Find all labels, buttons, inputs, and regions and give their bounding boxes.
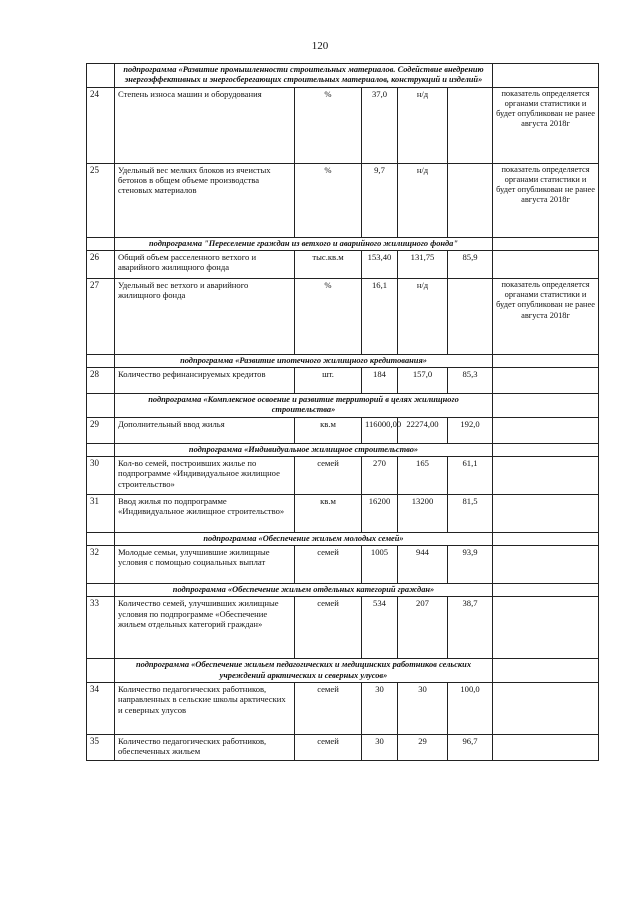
plan-value: 184 (362, 368, 398, 394)
percent-value: 81,5 (448, 494, 493, 532)
unit-cell: кв.м (295, 417, 362, 443)
row-number: 31 (87, 494, 115, 532)
plan-value: 270 (362, 456, 398, 494)
num-cell (87, 237, 115, 250)
section-header-row (87, 354, 599, 367)
unit-cell: семей (295, 734, 362, 760)
section-header-row (87, 394, 599, 418)
indicator-name: Общий объем расселенного ветхого и аварийного жилищного фонда (115, 250, 295, 278)
percent-value: 96,7 (448, 734, 493, 760)
plan-value: 30 (362, 734, 398, 760)
fact-value: 944 (398, 546, 448, 584)
table-row (87, 734, 599, 760)
fact-value: 30 (398, 682, 448, 734)
section-title: подпрограмма «Обеспечение жильем отдельных категорий граждан» (115, 584, 493, 597)
note-cell: показатель определяется органами статистики и будет опубликован не ранее августа 2018г (493, 163, 599, 237)
row-number: 35 (87, 734, 115, 760)
note-cell (493, 682, 599, 734)
fact-value: 157,0 (398, 368, 448, 394)
unit-cell: % (295, 163, 362, 237)
fact-value: н/д (398, 163, 448, 237)
num-cell (87, 532, 115, 545)
indicator-name: Степень износа машин и оборудования (115, 87, 295, 163)
fact-value: 29 (398, 734, 448, 760)
indicator-name: Количество семей, улучшивших жилищные условия по подпрограмме «Обеспечение жильем отдельных категорий граждан» (115, 597, 295, 659)
blank-cell (493, 443, 599, 456)
row-number: 32 (87, 546, 115, 584)
note-cell (493, 494, 599, 532)
num-cell (87, 64, 115, 88)
num-cell (87, 394, 115, 418)
plan-value: 1005 (362, 546, 398, 584)
row-number: 33 (87, 597, 115, 659)
page-number: 120 (311, 40, 329, 52)
table-row (87, 456, 599, 494)
blank-cell (493, 584, 599, 597)
plan-value: 9,7 (362, 163, 398, 237)
plan-value: 16,1 (362, 278, 398, 354)
section-title: подпрограмма «Обеспечение жильем педагогических и медицинских работников сельских учреждений арктических и северных улусов» (115, 659, 493, 683)
fact-value: 13200 (398, 494, 448, 532)
note-cell (493, 368, 599, 394)
row-number: 34 (87, 682, 115, 734)
section-header-row (87, 584, 599, 597)
table-row (87, 494, 599, 532)
row-number: 30 (87, 456, 115, 494)
section-header-row (87, 532, 599, 545)
percent-value: 93,9 (448, 546, 493, 584)
section-header-row (87, 443, 599, 456)
unit-cell: семей (295, 597, 362, 659)
blank-cell (493, 394, 599, 418)
note-cell (493, 597, 599, 659)
row-number: 25 (87, 163, 115, 237)
plan-value: 30 (362, 682, 398, 734)
unit-cell: семей (295, 546, 362, 584)
percent-value (448, 87, 493, 163)
indicator-name: Количество педагогических работников, направленных в сельские школы арктических и северных улусов (115, 682, 295, 734)
blank-cell (493, 532, 599, 545)
percent-value (448, 278, 493, 354)
note-cell (493, 417, 599, 443)
note-cell (493, 546, 599, 584)
indicator-name: Молодые семьи, улучшившие жилищные условия с помощью социальных выплат (115, 546, 295, 584)
section-title: подпрограмма «Обеспечение жильем молодых семей» (115, 532, 493, 545)
row-number: 28 (87, 368, 115, 394)
blank-cell (493, 64, 599, 88)
indicator-name: Количество рефинансируемых кредитов (115, 368, 295, 394)
unit-cell: семей (295, 456, 362, 494)
percent-value (448, 163, 493, 237)
table-row (87, 278, 599, 354)
table-row (87, 368, 599, 394)
section-header-row (87, 237, 599, 250)
num-cell (87, 354, 115, 367)
section-title: подпрограмма «Комплексное освоение и развитие территорий в целях жилищного строительства» (115, 394, 493, 418)
blank-cell (493, 659, 599, 683)
table-row (87, 163, 599, 237)
row-number: 24 (87, 87, 115, 163)
percent-value: 192,0 (448, 417, 493, 443)
table-row (87, 417, 599, 443)
num-cell (87, 659, 115, 683)
row-number: 27 (87, 278, 115, 354)
indicator-name: Количество педагогических работников, обеспеченных жильем (115, 734, 295, 760)
num-cell (87, 443, 115, 456)
unit-cell: % (295, 278, 362, 354)
table-row (87, 87, 599, 163)
blank-cell (493, 354, 599, 367)
indicator-name: Дополнительный ввод жилья (115, 417, 295, 443)
blank-cell (493, 237, 599, 250)
fact-value: н/д (398, 87, 448, 163)
note-cell (493, 456, 599, 494)
indicator-name: Удельный вес мелких блоков из ячеистых бетонов в общем объеме производства стеновых материалов (115, 163, 295, 237)
section-title: подпрограмма «Индивидуальное жилищное строительство» (115, 443, 493, 456)
section-title: подпрограмма «Развитие ипотечного жилищного кредитования» (115, 354, 493, 367)
note-cell (493, 734, 599, 760)
indicator-name: Ввод жилья по подпрограмме «Индивидуальное жилищное строительство» (115, 494, 295, 532)
percent-value: 85,3 (448, 368, 493, 394)
table-row (87, 250, 599, 278)
num-cell (87, 584, 115, 597)
fact-value: 131,75 (398, 250, 448, 278)
table-row (87, 597, 599, 659)
percent-value: 85,9 (448, 250, 493, 278)
table-row (87, 546, 599, 584)
section-title: подпрограмма "Переселение граждан из ветхого и аварийного жилищного фонда" (115, 237, 493, 250)
unit-cell: тыс.кв.м (295, 250, 362, 278)
plan-value: 16200 (362, 494, 398, 532)
table-row (87, 682, 599, 734)
unit-cell: % (295, 87, 362, 163)
percent-value: 38,7 (448, 597, 493, 659)
indicator-name: Удельный вес ветхого и аварийного жилищного фонда (115, 278, 295, 354)
plan-value: 37,0 (362, 87, 398, 163)
section-header-row (87, 64, 599, 88)
note-cell: показатель определяется органами статистики и будет опубликован не ранее августа 2018г (493, 278, 599, 354)
section-title: подпрограмма «Развитие промышленности строительных материалов. Содействие внедрению энергоэффективных и энергосберегающих строительных материалов, конструкций и изделий» (115, 64, 493, 88)
fact-value: н/д (398, 278, 448, 354)
plan-value: 116000,00 (362, 417, 398, 443)
plan-value: 534 (362, 597, 398, 659)
indicator-name: Кол-во семей, построивших жилье по подпрограмме «Индивидуальное жилищное строительство» (115, 456, 295, 494)
section-header-row (87, 659, 599, 683)
note-cell (493, 250, 599, 278)
fact-value: 165 (398, 456, 448, 494)
note-cell: показатель определяется органами статистики и будет опубликован не ранее августа 2018г (493, 87, 599, 163)
unit-cell: семей (295, 682, 362, 734)
row-number: 26 (87, 250, 115, 278)
fact-value: 22274,00 (398, 417, 448, 443)
unit-cell: шт. (295, 368, 362, 394)
plan-value: 153,40 (362, 250, 398, 278)
row-number: 29 (87, 417, 115, 443)
percent-value: 61,1 (448, 456, 493, 494)
unit-cell: кв.м (295, 494, 362, 532)
percent-value: 100,0 (448, 682, 493, 734)
fact-value: 207 (398, 597, 448, 659)
indicators-table (86, 63, 599, 761)
